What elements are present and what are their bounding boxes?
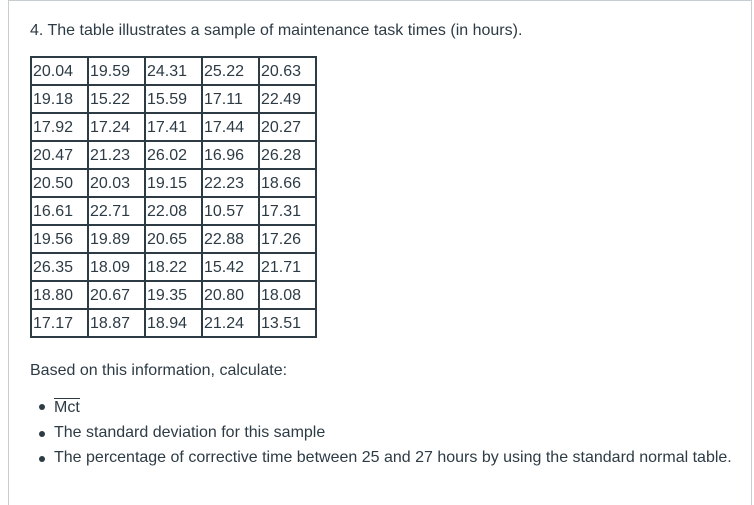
table-row — [31, 169, 316, 197]
table-cell: 18.09 — [88, 253, 145, 281]
table-cell: 21.23 — [88, 141, 145, 169]
table-row — [31, 85, 316, 113]
table-row — [31, 309, 316, 337]
table-cell: 16.61 — [31, 197, 88, 225]
table-cell: 21.24 — [202, 309, 259, 337]
table-cell: 15.42 — [202, 253, 259, 281]
table-cell: 10.57 — [202, 197, 259, 225]
table-cell: 17.44 — [202, 113, 259, 141]
task-list — [30, 394, 734, 471]
table-row — [31, 113, 316, 141]
table-cell: 18.94 — [145, 309, 202, 337]
table-cell: 17.24 — [88, 113, 145, 141]
table-cell: 26.35 — [31, 253, 88, 281]
list-item: The percentage of corrective time between 25 and 27 hours by using the standard normal table. — [54, 446, 734, 470]
table-row — [31, 225, 316, 253]
maintenance-times-table — [30, 56, 317, 338]
table-cell: 16.96 — [202, 141, 259, 169]
table-row — [31, 281, 316, 309]
table-cell: 19.59 — [88, 57, 145, 85]
table-cell: 20.03 — [88, 169, 145, 197]
instruction-text: Based on this information, calculate: — [30, 362, 288, 379]
table-row — [31, 197, 316, 225]
list-item: The standard deviation for this sample — [54, 421, 734, 445]
table-cell: 20.50 — [31, 169, 88, 197]
table-cell: 20.80 — [202, 281, 259, 309]
table-cell: 13.51 — [259, 309, 316, 337]
table-cell: 24.31 — [145, 57, 202, 85]
table-cell: 20.04 — [31, 57, 88, 85]
table-cell: 22.88 — [202, 225, 259, 253]
question-text: 4. The table illustrates a sample of maintenance task times (in hours). — [30, 22, 523, 39]
list-item — [54, 394, 734, 420]
table-cell: 15.22 — [88, 85, 145, 113]
table-row — [31, 57, 316, 85]
table-cell: 20.67 — [88, 281, 145, 309]
table-cell: 19.18 — [31, 85, 88, 113]
table-cell: 19.35 — [145, 281, 202, 309]
table-cell: 17.26 — [259, 225, 316, 253]
table-cell: 18.08 — [259, 281, 316, 309]
mct-symbol: Mct — [54, 399, 80, 416]
table-cell: 22.71 — [88, 197, 145, 225]
table-cell: 18.80 — [31, 281, 88, 309]
table-row — [31, 253, 316, 281]
table-cell: 22.08 — [145, 197, 202, 225]
table-cell: 17.31 — [259, 197, 316, 225]
table-cell: 20.27 — [259, 113, 316, 141]
table-cell: 17.41 — [145, 113, 202, 141]
table-cell: 19.56 — [31, 225, 88, 253]
table-cell: 20.47 — [31, 141, 88, 169]
table-row — [31, 141, 316, 169]
table-cell: 15.59 — [145, 85, 202, 113]
table-cell: 19.89 — [88, 225, 145, 253]
table-cell: 20.65 — [145, 225, 202, 253]
table-cell: 18.22 — [145, 253, 202, 281]
table-cell: 25.22 — [202, 57, 259, 85]
table-cell: 26.28 — [259, 141, 316, 169]
table-cell: 22.23 — [202, 169, 259, 197]
table-cell: 18.87 — [88, 309, 145, 337]
table-cell: 21.71 — [259, 253, 316, 281]
table-cell: 18.66 — [259, 169, 316, 197]
table-cell: 26.02 — [145, 141, 202, 169]
table-cell: 17.17 — [31, 309, 88, 337]
table-cell: 22.49 — [259, 85, 316, 113]
table-cell: 19.15 — [145, 169, 202, 197]
table-cell: 20.63 — [259, 57, 316, 85]
table-cell: 17.92 — [31, 113, 88, 141]
table-cell: 17.11 — [202, 85, 259, 113]
